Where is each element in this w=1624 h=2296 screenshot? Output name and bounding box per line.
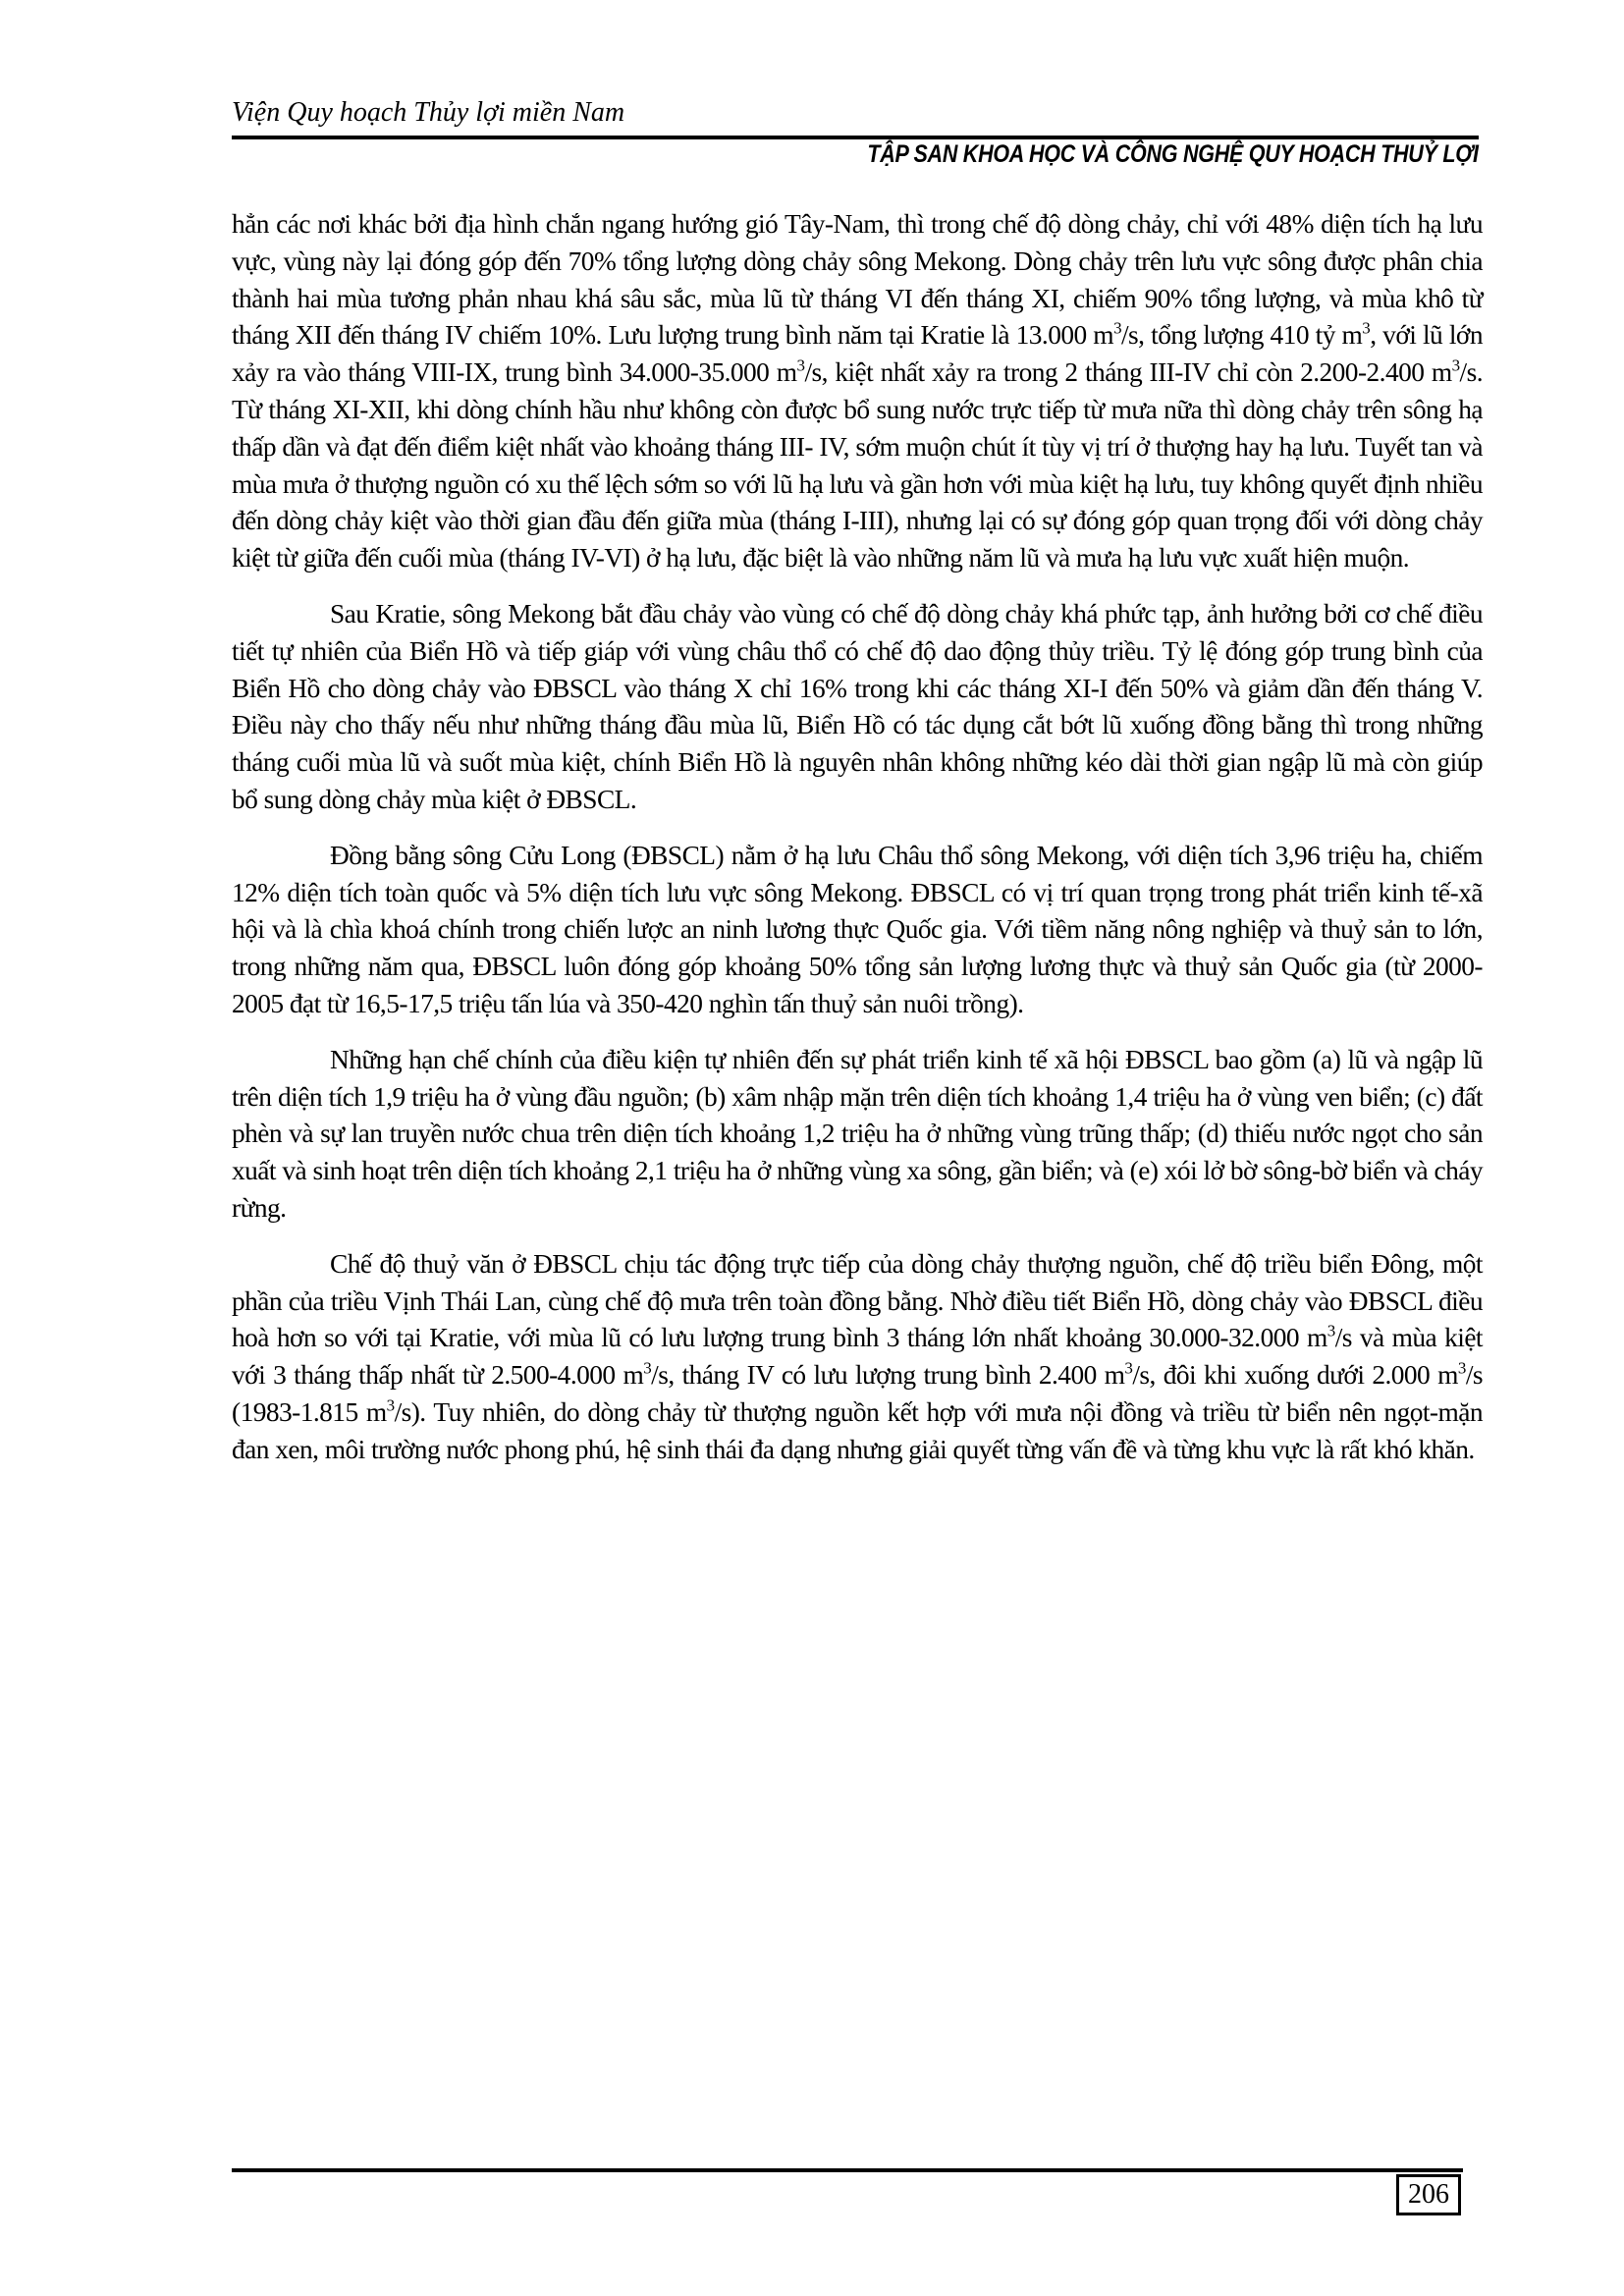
- superscript: 3: [796, 355, 805, 375]
- text-run: Chế độ thuỷ văn ở ĐBSCL chịu tác động trực tiếp của dòng chảy thượng nguồn, chế độ triều biển Đông, một phần của triều Vịnh Thái Lan, cùng chế độ mưa trên toàn đồng bằng. Nhờ điều tiết Biển Hồ, dòng chảy vào ĐBSCL điều hoà hơn so với tại Kratie, với mùa lũ có lưu lượng trung bình 3 tháng lớn nhất khoảng 30.000-32.000 m: [232, 1248, 1483, 1353]
- superscript: 3: [1124, 1358, 1133, 1378]
- paragraph: [232, 838, 1483, 1023]
- superscript: 3: [1451, 355, 1460, 375]
- text-run: , với lũ lớn xảy ra vào tháng VIII-IX, trung bình 34.000-35.000 m: [232, 320, 1483, 388]
- superscript: 3: [643, 1358, 652, 1378]
- text-run: Sau Kratie, sông Mekong bắt đầu chảy vào vùng có chế độ dòng chảy khá phức tạp, ảnh hưởng bởi cơ chế điều tiết tự nhiên của Biển Hồ và tiếp giáp với vùng châu thổ có chế độ dao động thủy triều. Tỷ lệ đóng góp trung bình của Biển Hồ cho dòng chảy vào ĐBSCL vào tháng X chỉ 16% trong khi các tháng XI-I đến 50% và giảm dần đến tháng V. Điều này cho thấy nếu như những tháng đầu mùa lũ, Biển Hồ có tác dụng cắt bớt lũ xuống đồng bằng thì trong những tháng cuối mùa lũ và suốt mùa kiệt, chính Biển Hồ là nguyên nhân không những kéo dài thời gian ngập lũ mà còn giúp bổ sung dòng chảy mùa kiệt ở ĐBSCL.: [232, 598, 1483, 814]
- footer-rule: [232, 2168, 1463, 2172]
- superscript: 3: [1113, 318, 1121, 338]
- text-run: /s (1983-1.815 m: [232, 1360, 1483, 1427]
- text-run: /s, tổng lượng 410 tỷ m: [1121, 320, 1363, 351]
- paragraph: [232, 1042, 1483, 1228]
- header-institution: Viện Quy hoạch Thủy lợi miền Nam: [232, 97, 625, 128]
- superscript: 3: [1457, 1358, 1466, 1378]
- body-text: [232, 206, 1483, 1488]
- paragraph: [232, 206, 1483, 577]
- text-run: Đồng bằng sông Cửu Long (ĐBSCL) nằm ở hạ lưu Châu thổ sông Mekong, với diện tích 3,96 triệu ha, chiếm 12% diện tích toàn quốc và 5% diện tích lưu vực sông Mekong. ĐBSCL có vị trí quan trọng trong phát triển kinh tế-xã hội và là chìa khoá chính trong chiến lược an ninh lương thực Quốc gia. Với tiềm năng nông nghiệp và thuỷ sản to lớn, trong những năm qua, ĐBSCL luôn đóng góp khoảng 50% tổng sản lượng lương thực và thuỷ sản Quốc gia (từ 2000-2005 đạt từ 16,5-17,5 triệu tấn lúa và 350-420 nghìn tấn thuỷ sản nuôi trồng).: [232, 840, 1483, 1018]
- page-number: 206: [1408, 2179, 1449, 2210]
- text-run: /s). Tuy nhiên, do dòng chảy từ thượng nguồn kết hợp với mưa nội đồng và triều từ biển nên ngọt-mặn đan xen, môi trường nước phong phú, hệ sinh thái đa dạng nhưng giải quyết từng vấn đề và từng khu vực là rất khó khăn.: [232, 1396, 1484, 1464]
- text-run: Những hạn chế chính của điều kiện tự nhiên đến sự phát triển kinh tế xã hội ĐBSCL bao gồm (a) lũ và ngập lũ trên diện tích 1,9 triệu ha ở vùng đầu nguồn; (b) xâm nhập mặn trên diện tích khoảng 1,4 triệu ha ở vùng ven biển; (c) đất phèn và sự lan truyền nước chua trên diện tích khoảng 1,2 triệu ha ở những vùng trũng thấp; (d) thiếu nước ngọt cho sản xuất và sinh hoạt trên diện tích khoảng 2,1 triệu ha ở những vùng xa sông, gần biển; và (e) xói lở bờ sông-bờ biển và cháy rừng.: [232, 1044, 1483, 1223]
- text-run: /s. Từ tháng XI-XII, khi dòng chính hầu như không còn được bổ sung nước trực tiếp từ mưa nữa thì dòng chảy trên sông hạ thấp dần và đạt đến điểm kiệt nhất vào khoảng tháng III- IV, sớm muộn chút ít tùy vị trí ở thượng hay hạ lưu. Tuyết tan và mùa mưa ở thượng nguồn có xu thế lệch sớm so với lũ hạ lưu và gần hơn với mùa kiệt hạ lưu, tuy không quyết định nhiều đến dòng chảy kiệt vào thời gian đầu đến giữa mùa (tháng I-III), nhưng lại có sự đóng góp quan trọng đối với dòng chảy kiệt từ giữa đến cuối mùa (tháng IV-VI) ở hạ lưu, đặc biệt là vào những năm lũ và mưa hạ lưu vực xuất hiện muộn.: [232, 357, 1483, 574]
- header-journal-title: TẬP SAN KHOA HỌC VÀ CÔNG NGHỆ QUY HOẠCH THUỶ LỢI: [867, 140, 1479, 168]
- paragraph: [232, 1246, 1483, 1469]
- superscript: 3: [1326, 1321, 1335, 1340]
- text-run: /s và mùa kiệt với 3 tháng thấp nhất từ 2.500-4.000 m: [232, 1323, 1483, 1391]
- page-number-box: [1396, 2174, 1461, 2215]
- text-run: /s, đôi khi xuống dưới 2.000 m: [1132, 1360, 1458, 1391]
- text-run: /s, kiệt nhất xảy ra trong 2 tháng III-IV chỉ còn 2.200-2.400 m: [804, 357, 1452, 388]
- text-run: /s, tháng IV có lưu lượng trung bình 2.400 m: [651, 1360, 1125, 1391]
- superscript: 3: [386, 1395, 395, 1415]
- text-run: hẳn các nơi khác bởi địa hình chắn ngang hướng gió Tây-Nam, thì trong chế độ dòng chảy, chỉ với 48% diện tích hạ lưu vực, vùng này lại đóng góp đến 70% tổng lượng dòng chảy sông Mekong. Dòng chảy trên lưu vực sông được phân chia thành hai mùa tương phản nhau khá sâu sắc, mùa lũ từ tháng VI đến tháng XI, chiếm 90% tổng lượng, và mùa khô từ tháng XII đến tháng IV chiếm 10%. Lưu lượng trung bình năm tại Kratie là 13.000 m: [232, 209, 1483, 351]
- superscript: 3: [1362, 318, 1371, 338]
- paragraph: [232, 596, 1483, 819]
